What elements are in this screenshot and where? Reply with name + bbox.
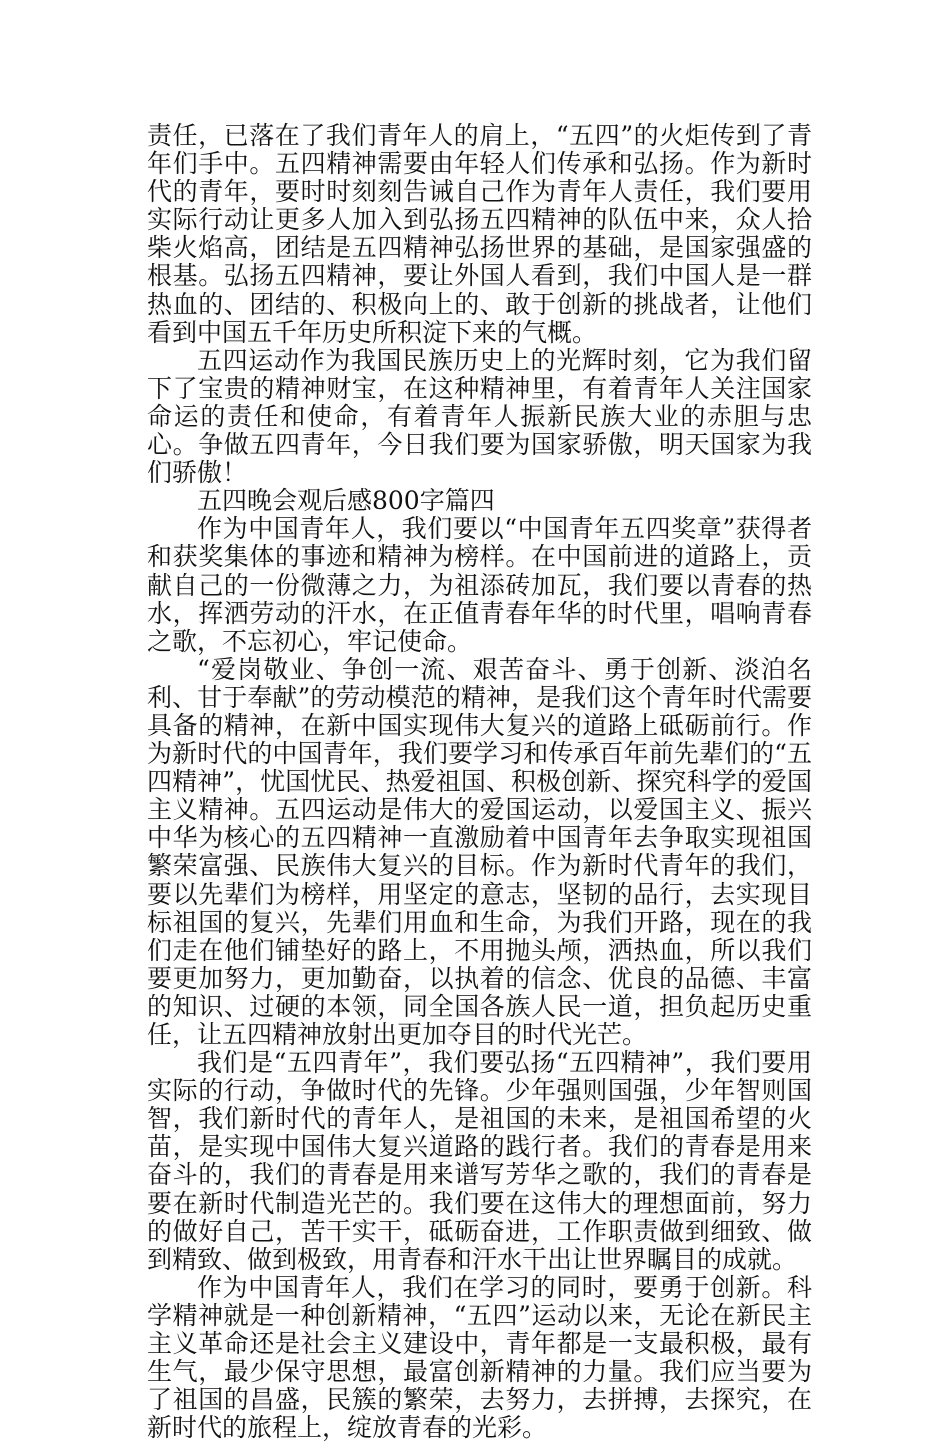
document-body [147,122,812,1442]
paragraph-3: 作为中国青年人，我们要以“中国青年五四奖章”获得者和获奖集体的事迹和精神为榜样。在中国前进的道路上，贡献自己的一份微薄之力，为祖添砖加瓦，我们要以青春的热水，挥洒劳动的汗水，在正值青春年华的时代里，唱响青春之歌，不忘初心，牢记使命。 [147,514,812,656]
section-heading: 五四晚会观后感800字篇四 [197,486,495,516]
paragraph-1: 责任，已落在了我们青年人的肩上，“五四”的火炬传到了青年们手中。五四精神需要由年轻人们传承和弘扬。作为新时代的青年，要时时刻刻告诫自己作为青年人责任，我们要用实际行动让更多人加入到弘扬五四精神的队伍中来，众人拾柴火焰高，团结是五四精神弘扬世界的基础，是国家强盛的根基。弘扬五四精神，要让外国人看到，我们中国人是一群热血的、团结的、积极向上的、敢于创新的挑战者，让他们看到中国五千年历史所积淀下来的气概。 [147,121,812,347]
paragraph-6: 作为中国青年人，我们在学习的同时，要勇于创新。科学精神就是一种创新精神，“五四”运动以来，无论在新民主主义革命还是社会主义建设中，青年都是一支最积极，最有生气，最少保守思想，最富创新精神的力量。我们应当要为了祖国的昌盛，民簇的繁荣，去努力，去拼搏，去探究，在新时代的旅程上，绽放青春的光彩。 [147,1272,812,1442]
paragraph-2: 五四运动作为我国民族历史上的光辉时刻，它为我们留下了宝贵的精神财宝，在这种精神里，有着青年人关注国家命运的责任和使命，有着青年人振新民族大业的赤胆与忠心。争做五四青年，今日我们要为国家骄傲，明天国家为我们骄傲！ [147,345,812,488]
paragraph-4: “爱岗敬业、争创一流、艰苦奋斗、勇于创新、淡泊名利、甘于奉献”的劳动模范的精神，是我们这个青年时代需要具备的精神，在新中国实现伟大复兴的道路上砥砺前行。作为新时代的中国青年，我们要学习和传承百年前先辈们的“五四精神”，忧国忧民、热爱祖国、积极创新、探究科学的爱国主义精神。五四运动是伟大的爱国运动，以爱国主义、振兴中华为核心的五四精神一直激励着中国青年去争取实现祖国繁荣富强、民族伟大复兴的目标。作为新时代青年的我们，要以先辈们为榜样，用坚定的意志，坚韧的品行，去实现目标祖国的复兴，先辈们用血和生命，为我们开路，现在的我们走在他们铺垫好的路上，不用抛头颅，洒热血，所以我们要更加努力，更加勤奋，以执着的信念、优良的品德、丰富的知识、过硬的本领，同全国各族人民一道，担负起历史重任，让五四精神放射出更加夺目的时代光芒。 [147,654,812,1049]
paragraph-5: 我们是“五四青年”，我们要弘扬“五四精神”，我们要用实际的行动，争做时代的先锋。少年强则国强，少年智则国智，我们新时代的青年人，是祖国的未来，是祖国希望的火苗，是实现中国伟大复兴道路的践行者。我们的青春是用来奋斗的，我们的青春是用来谱写芳华之歌的，我们的青春是要在新时代制造光芒的。我们要在这伟大的理想面前，努力的做好自己，苦干实干，砥砺奋进，工作职责做到细致、做到精致、做到极致，用青春和汗水干出让世界瞩目的成就。 [147,1048,812,1274]
